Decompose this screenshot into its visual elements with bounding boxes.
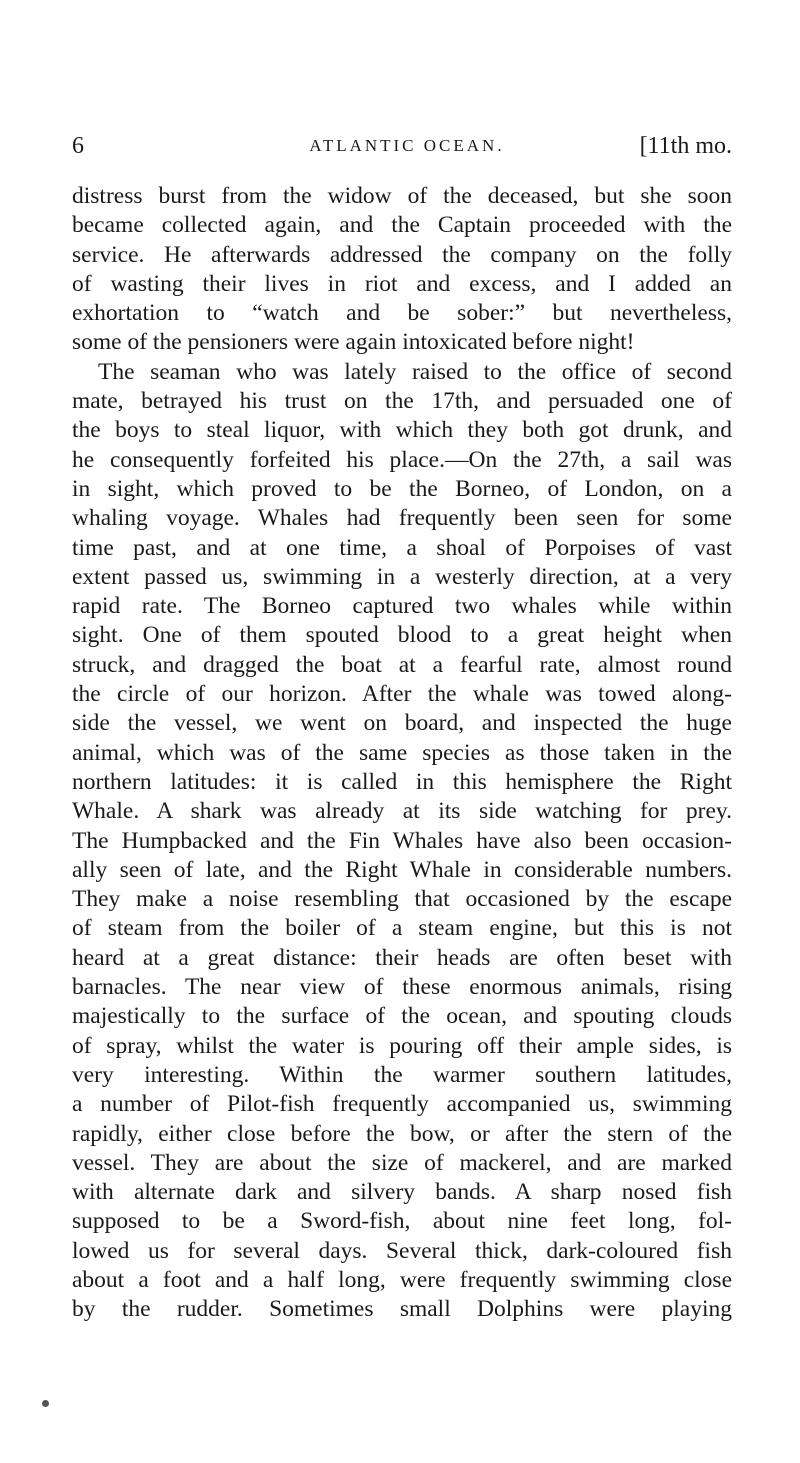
text-line: extent passed us, swimming in a westerly direction, at a very	[72, 563, 732, 590]
text-line: The Humpbacked and the Fin Whales have also been occasion-	[72, 827, 732, 854]
text-line: barnacles. The near view of these enormous animals, rising	[72, 974, 732, 1001]
text-line: mate, betrayed his trust on the 17th, and persuaded one of	[72, 388, 732, 415]
book-page	[72, 128, 732, 1325]
text-line: vessel. They are about the size of mackerel, and are marked	[72, 1149, 732, 1176]
text-line: heard at a great distance: their heads are often beset with	[72, 944, 732, 971]
text-line: They make a noise resembling that occasioned by the escape	[72, 886, 732, 913]
text-line: he consequently forfeited his place.—On the 27th, a sail was	[72, 446, 732, 473]
text-line: with alternate dark and silvery bands. A sharp nosed fish	[72, 1179, 732, 1206]
text-line: struck, and dragged the boat at a fearful rate, almost round	[72, 651, 732, 678]
text-line: whaling voyage. Whales had frequently been seen for some	[72, 505, 732, 532]
text-line: of spray, whilst the water is pouring off their ample sides, is	[72, 1032, 732, 1059]
paragraph-first-line: The seaman who was lately raised to the office of second	[98, 358, 732, 385]
text-line: animal, which was of the same species as those taken in the	[72, 739, 732, 766]
text-line: rapidly, either close before the bow, or after the stern of the	[72, 1120, 732, 1147]
running-head	[72, 128, 732, 164]
text-line: majestically to the surface of the ocean, and spouting clouds	[72, 1003, 732, 1030]
text-line: sight. One of them spouted blood to a great height when	[72, 622, 732, 649]
text-line: very interesting. Within the warmer southern latitudes,	[72, 1061, 732, 1088]
text-line: by the rudder. Sometimes small Dolphins were playing	[72, 1296, 732, 1323]
text-line: some of the pensioners were again intoxicated before night!	[72, 329, 635, 356]
text-line: Whale. A shark was already at its side watching for prey.	[72, 798, 732, 825]
text-line: the boys to steal liquor, with which they both got drunk, and	[72, 417, 732, 444]
text-line: supposed to be a Sword-fish, about nine feet long, fol-	[72, 1208, 732, 1235]
month-marker: [11th mo.	[639, 133, 732, 159]
text-line: became collected again, and the Captain proceeded with the	[72, 212, 732, 239]
text-line: of steam from the boiler of a steam engine, but this is not	[72, 915, 732, 942]
text-line: ally seen of late, and the Right Whale in considerable numbers.	[72, 856, 732, 883]
text-line: in sight, which proved to be the Borneo, of London, on a	[72, 475, 732, 502]
text-line: distress burst from the widow of the deceased, but she soon	[72, 183, 732, 209]
text-line: rapid rate. The Borneo captured two whales while within	[72, 593, 732, 620]
text-line: service. He afterwards addressed the company on the folly	[72, 241, 732, 268]
text-line: the circle of our horizon. After the whale was towed along-	[72, 681, 732, 708]
text-line: a number of Pilot-fish frequently accompanied us, swimming	[72, 1091, 732, 1118]
body-text	[72, 182, 732, 1325]
text-line: lowed us for several days. Several thick, dark-coloured fish	[72, 1237, 732, 1264]
ink-speck	[42, 1400, 49, 1407]
text-line: about a foot and a half long, were frequently swimming close	[72, 1266, 732, 1293]
text-line: northern latitudes: it is called in this hemisphere the Right	[72, 768, 732, 795]
page-number: 6	[72, 133, 84, 159]
text-line: of wasting their lives in riot and excess, and I added an	[72, 270, 732, 297]
section-title: ATLANTIC OCEAN.	[309, 136, 505, 155]
text-line: exhortation to “watch and be sober:” but nevertheless,	[72, 300, 732, 327]
text-line: side the vessel, we went on board, and inspected the huge	[72, 710, 732, 737]
text-line: time past, and at one time, a shoal of Porpoises of vast	[72, 534, 732, 561]
